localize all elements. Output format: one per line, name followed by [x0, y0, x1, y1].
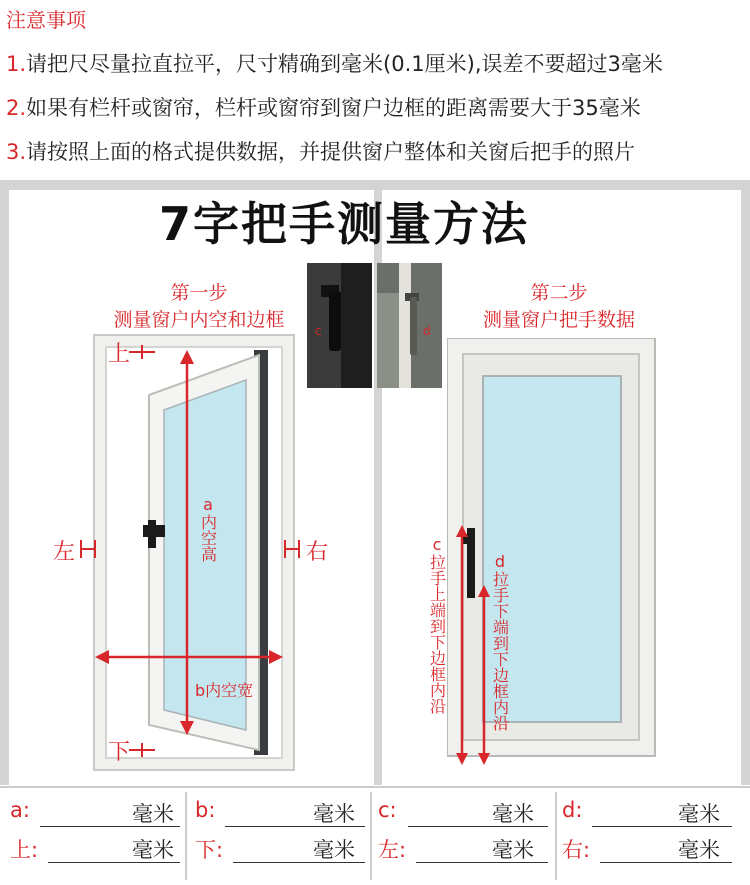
a-description: 内空高	[198, 514, 218, 562]
diagram-area	[9, 190, 741, 785]
note-item-3	[6, 136, 635, 166]
field-bottom-unit: 毫米	[313, 838, 355, 862]
field-top-unit: 毫米	[132, 838, 174, 862]
top-marker-icon	[127, 343, 157, 361]
c-distance-arrow	[454, 525, 470, 765]
b-label	[195, 678, 253, 701]
field-b-label: b:	[195, 798, 216, 822]
field-b[interactable]	[195, 798, 355, 826]
field-c[interactable]	[378, 798, 534, 826]
right-marker-icon	[282, 538, 302, 560]
b-width-arrow	[95, 647, 283, 667]
note-number: 3.	[6, 140, 27, 164]
a-height-arrow	[177, 350, 197, 735]
a-label	[197, 495, 219, 562]
label-right: 右	[306, 540, 329, 565]
field-left-unit: 毫米	[492, 838, 534, 862]
form-separator	[555, 792, 557, 880]
c-description: 拉手上端到下边框内沿	[427, 554, 447, 714]
handle-photo-2	[377, 263, 442, 388]
d-label	[490, 552, 510, 731]
b-description: 内空宽	[205, 681, 254, 700]
step1-caption	[89, 278, 309, 332]
field-b-unit: 毫米	[313, 802, 355, 826]
d-description: 拉手下端到下边框内沿	[490, 571, 510, 731]
note-text: 如果有栏杆或窗帘，栏杆或窗帘到窗户边框的距离需要大于35毫米	[26, 96, 641, 120]
note-number: 2.	[6, 96, 27, 120]
diagram-panel	[0, 180, 750, 785]
form-separator	[185, 792, 187, 880]
field-top[interactable]	[10, 834, 174, 864]
c-label	[427, 535, 447, 714]
b-letter: b	[195, 681, 206, 700]
note-text: 请按照上面的格式提供数据，并提供窗户整体和关窗后把手的照片	[26, 140, 636, 164]
svg-text:d: d	[423, 324, 431, 338]
field-a-unit: 毫米	[132, 802, 174, 826]
field-bottom-label: 下:	[195, 838, 224, 862]
note-item-2	[6, 92, 641, 122]
field-a-label: a:	[10, 798, 30, 822]
field-d-unit: 毫米	[678, 802, 720, 826]
label-bottom: 下	[108, 740, 131, 765]
c-letter: c	[432, 535, 442, 554]
diagram-title: 7字把手测量方法	[159, 197, 530, 251]
field-right-unit: 毫米	[678, 838, 720, 862]
notes-title: 注意事项	[6, 8, 86, 32]
field-left[interactable]	[378, 834, 534, 864]
step2-caption	[454, 278, 664, 332]
step1-description: 测量窗户内空和边框	[113, 309, 285, 331]
field-left-label: 左:	[378, 838, 407, 862]
label-top: 上	[108, 342, 131, 367]
field-bottom[interactable]	[195, 834, 355, 864]
field-c-unit: 毫米	[492, 802, 534, 826]
field-c-label: c:	[378, 798, 397, 822]
step2-number: 第二步	[530, 282, 588, 304]
step2-description: 测量窗户把手数据	[482, 309, 635, 331]
field-d[interactable]	[562, 798, 720, 826]
left-marker-icon	[78, 538, 98, 560]
field-d-label: d:	[562, 798, 583, 822]
field-right-label: 右:	[562, 838, 591, 862]
note-number: 1.	[6, 52, 27, 76]
notes-section	[0, 0, 750, 180]
a-letter: a	[203, 495, 213, 514]
measurement-form	[0, 786, 750, 885]
label-left: 左	[53, 540, 76, 565]
d-letter: d	[494, 552, 506, 571]
svg-text:c: c	[315, 324, 322, 338]
note-item-1	[6, 48, 663, 78]
bottom-marker-icon	[127, 741, 157, 759]
field-top-label: 上:	[10, 838, 39, 862]
step1-number: 第一步	[170, 282, 228, 304]
note-text: 请把尺尽量拉直拉平，尺寸精确到毫米(0.1厘米),误差不要超过3毫米	[26, 52, 663, 76]
field-right[interactable]	[562, 834, 720, 864]
form-separator	[370, 792, 372, 880]
field-a[interactable]	[10, 798, 174, 826]
